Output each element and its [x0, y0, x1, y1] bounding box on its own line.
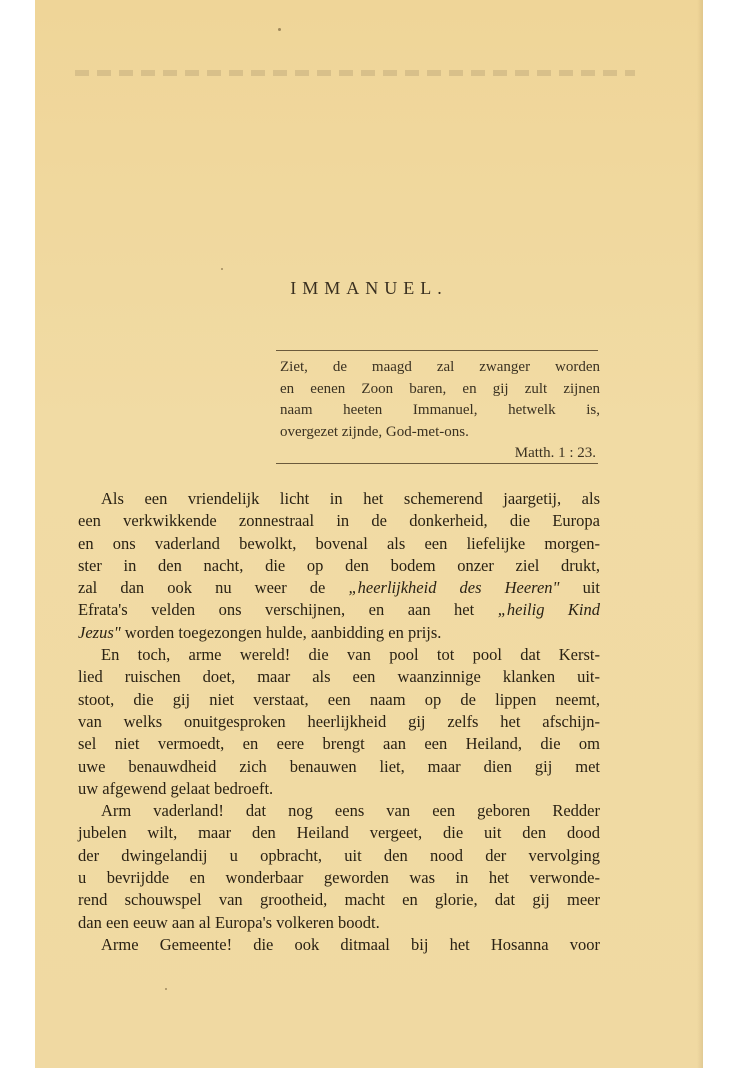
- chapter-title: IMMANUEL.: [290, 278, 448, 298]
- text-line: Arm vaderland! dat nog eens van een geboren Redder: [101, 801, 600, 821]
- text-line: rend schouwspel van grootheid, macht en glorie, dat gij meer: [78, 890, 600, 910]
- text-line: en ons vaderland bewolkt, bovenal als een liefelijke morgen-: [78, 533, 600, 553]
- text-line: sel niet vermoedt, en eere brengt aan een Heiland, die om: [78, 734, 600, 754]
- italic-quote: Jezus": [78, 622, 121, 642]
- epigraph-line: overgezet zijnde, God-met-ons.: [280, 423, 469, 440]
- italic-quote: „heilig Kind: [497, 600, 600, 620]
- text-line: Arme Gemeente! die ook ditmaal bij het Hosanna voor: [101, 934, 600, 954]
- text-line: van welks onuitgesproken heerlijkheid gij zelfs het afschijn-: [78, 711, 600, 731]
- italic-quote: „heerlijkheid des Heeren": [348, 578, 560, 598]
- motto-rule-bottom: [276, 463, 598, 464]
- epigraph-line: en eenen Zoon baren, en gij zult zijnen: [280, 380, 600, 397]
- text-line: jubelen wilt, maar den Heiland vergeet, die uit den dood: [78, 823, 600, 843]
- epigraph-line: Ziet, de maagd zal zwanger worden: [280, 359, 600, 375]
- text-fragment: uit: [559, 578, 601, 598]
- text-fragment: Efrata's velden ons verschijnen, en aan het: [78, 600, 498, 620]
- text-line: En toch, arme wereld! die van pool tot pool dat Kerst-: [101, 645, 600, 665]
- epigraph-reference: Matth. 1 : 23.: [514, 445, 596, 461]
- bleed-through-marks: [75, 70, 635, 76]
- text-line: uw afgewend gelaat bedroeft.: [78, 778, 274, 798]
- text-line: dan een eeuw aan al Europa's volkeren boodt.: [78, 912, 380, 932]
- text-line: u bevrijdde en wonderbaar geworden was in het verwonde-: [78, 868, 600, 888]
- text-line: ster in den nacht, die op den bodem onzer ziel drukt,: [78, 555, 600, 575]
- text-line: [78, 599, 600, 621]
- text-line: [78, 577, 600, 599]
- text-line: een verkwikkende zonnestraal in de donkerheid, die Europa: [78, 511, 600, 531]
- speck: [278, 28, 281, 31]
- book-page: [35, 0, 703, 1068]
- motto-rule-top: [276, 350, 598, 351]
- text-line: der dwingelandij u opbracht, uit den nood der vervolging: [78, 845, 600, 865]
- epigraph-line: naam heeten Immanuel, hetwelk is,: [280, 402, 600, 418]
- text-line: stoot, die gij niet verstaat, een naam op de lippen neemt,: [78, 689, 600, 709]
- text-line: Als een vriendelijk licht in het schemerend jaargetij, als: [101, 489, 600, 508]
- speck: [165, 988, 167, 990]
- text-fragment: zal dan ook nu weer de: [78, 578, 349, 598]
- page-edge-shadow: [697, 0, 703, 1068]
- epigraph: [280, 357, 600, 465]
- text-line: lied ruischen doet, maar als een waanzinnige klanken uit-: [78, 667, 600, 687]
- text-line: uwe benauwdheid zich benauwen liet, maar dien gij met: [78, 756, 600, 776]
- text-line: [78, 622, 600, 644]
- speck: [221, 268, 223, 270]
- text-fragment: worden toegezongen hulde, aanbidding en prijs.: [120, 622, 442, 642]
- body-text: [78, 488, 600, 956]
